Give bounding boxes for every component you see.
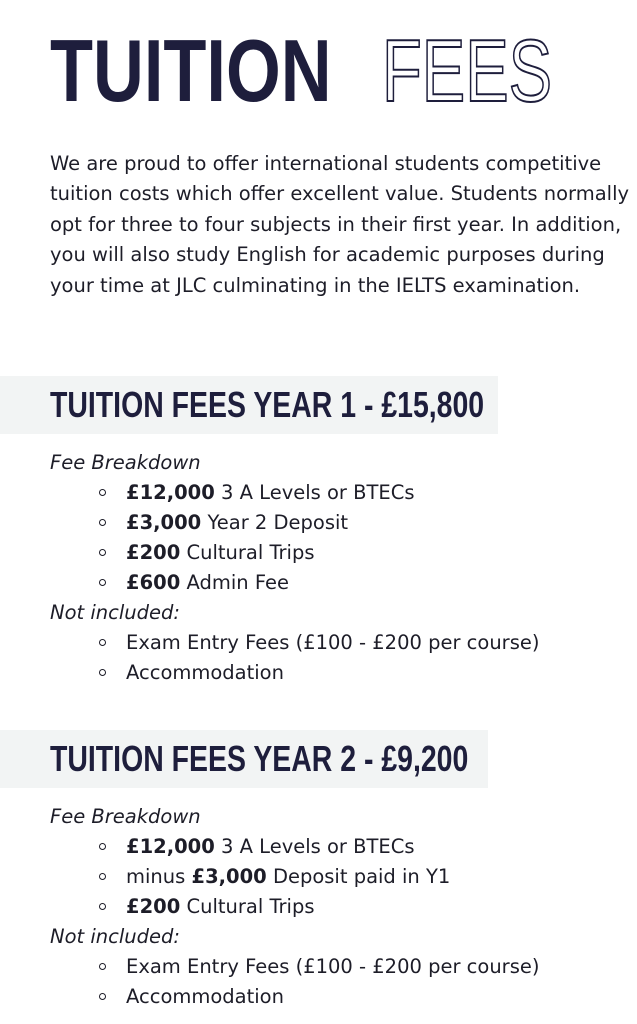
year1-breakdown-list [50, 478, 630, 598]
item-amount: £3,000 [126, 511, 202, 534]
year2-breakdown-label: Fee Breakdown [50, 805, 201, 828]
year2-not-included-list [50, 952, 630, 1012]
item-text: Admin Fee [180, 571, 289, 594]
intro-paragraph: We are proud to offer international students competitive tuition costs which offer excellent value. Students normally opt for three to four subjects in their first year. In addition, you will also study English for academic purposes during your time at JLC culminating in the IELTS examination. [50, 152, 630, 297]
list-item [126, 952, 630, 982]
bullet-circle-icon [99, 639, 106, 646]
year2-heading: TUITION FEES YEAR 2 - £9,200 [50, 738, 469, 779]
list-item [126, 538, 630, 568]
bullet-circle-icon [99, 579, 106, 586]
item-text: 3 A Levels or BTECs [214, 835, 415, 858]
year2-section [50, 802, 630, 1012]
list-item [126, 508, 630, 538]
bullet-circle-icon [99, 963, 106, 970]
item-text: Cultural Trips [180, 541, 315, 564]
title-solid: TUITION [50, 21, 332, 120]
list-item [126, 478, 630, 508]
list-item [126, 832, 630, 862]
item-amount: £200 [126, 895, 181, 918]
year2-heading-band [0, 730, 488, 788]
list-item [126, 628, 630, 658]
list-item [126, 568, 630, 598]
list-item [126, 892, 630, 922]
year1-heading-band [0, 376, 498, 434]
item-text: Exam Entry Fees (£100 - £200 per course) [126, 955, 540, 978]
bullet-circle-icon [99, 903, 106, 910]
bullet-circle-icon [99, 873, 106, 880]
year2-breakdown-list [50, 832, 630, 922]
item-text: 3 A Levels or BTECs [214, 481, 415, 504]
title-outline: FEES [382, 21, 553, 120]
year1-heading: TUITION FEES YEAR 1 - £15,800 [50, 384, 485, 425]
list-item [126, 658, 630, 688]
item-amount: £600 [126, 571, 181, 594]
item-text: Year 2 Deposit [201, 511, 349, 534]
item-amount: £200 [126, 541, 181, 564]
item-prefix: minus [126, 865, 192, 888]
item-text: Deposit paid in Y1 [266, 865, 451, 888]
item-amount: £3,000 [191, 865, 267, 888]
bullet-circle-icon [99, 519, 106, 526]
year1-not-included-label: Not included: [50, 601, 180, 624]
bullet-circle-icon [99, 993, 106, 1000]
bullet-circle-icon [99, 489, 106, 496]
item-text: Accommodation [126, 661, 284, 684]
item-amount: £12,000 [126, 835, 215, 858]
list-item [126, 862, 630, 892]
year2-not-included-label: Not included: [50, 925, 180, 948]
year1-not-included-list [50, 628, 630, 688]
page-title [50, 21, 612, 120]
item-text: Cultural Trips [180, 895, 315, 918]
bullet-circle-icon [99, 549, 106, 556]
list-item [126, 982, 630, 1012]
item-amount: £12,000 [126, 481, 215, 504]
bullet-circle-icon [99, 843, 106, 850]
year1-breakdown-label: Fee Breakdown [50, 451, 201, 474]
year1-section [50, 448, 630, 688]
item-text: Accommodation [126, 985, 284, 1008]
item-text: Exam Entry Fees (£100 - £200 per course) [126, 631, 540, 654]
bullet-circle-icon [99, 669, 106, 676]
